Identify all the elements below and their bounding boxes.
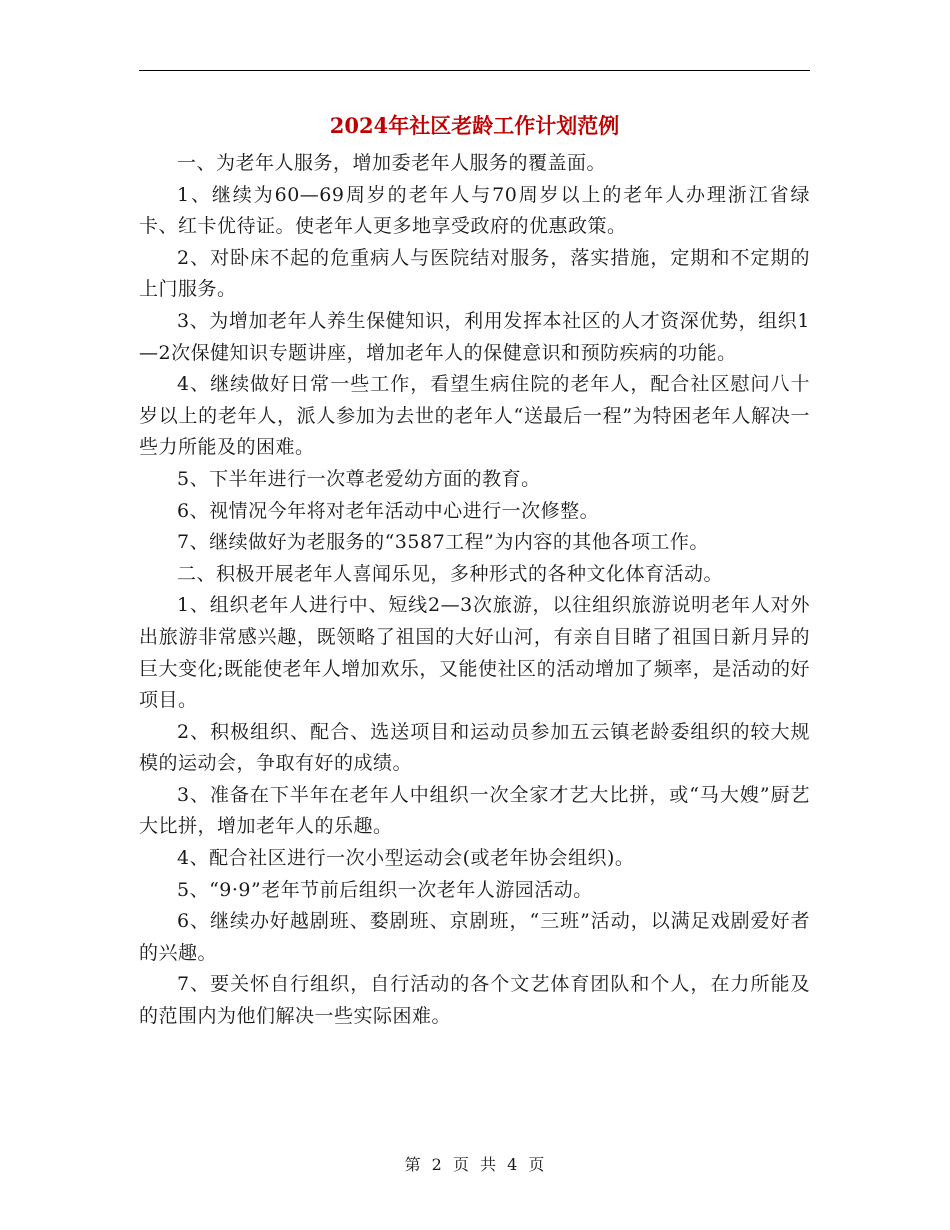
paragraph-item: 7、继续做好为老服务的“3587工程”为内容的其他各项工作。 <box>177 531 709 554</box>
header-rule <box>139 70 810 71</box>
paragraph-item: 4、继续做好日常一些工作，看望生病住院的老年人，配合社区慰问八十岁以上的老年人，派人参加为去世的老年人“送最后一程”为特困老年人解决一些力所能及的困难。 <box>139 373 810 459</box>
paragraph-item: 7、要关怀自行组织，自行活动的各个文艺体育团队和个人，在力所能及的范围内为他们解决一些实际困难。 <box>139 973 810 1028</box>
section-heading-1: 一、为老年人服务，增加委老年人服务的覆盖面。 <box>177 152 607 174</box>
paragraph-item: 1、继续为60—69周岁的老年人与70周岁以上的老年人办理浙江省绿卡、红卡优待证。使老年人更多地享受政府的优惠政策。 <box>139 183 810 238</box>
paragraph-item: 5、下半年进行一次尊老爱幼方面的教育。 <box>177 467 541 490</box>
section-heading-2: 二、积极开展老年人喜闻乐见，多种形式的各种文化体育活动。 <box>177 562 724 585</box>
paragraph-item: 5、“9·9”老年节前后组织一次老年人游园活动。 <box>177 878 593 901</box>
paragraph-item: 6、继续办好越剧班、婺剧班、京剧班，“三班”活动，以满足戏剧爱好者的兴趣。 <box>139 910 810 964</box>
document-body <box>139 148 810 1033</box>
paragraph-item: 3、准备在下半年在老年人中组织一次全家才艺大比拼，或“马大嫂”厨艺大比拼，增加老年人的乐趣。 <box>139 783 810 838</box>
document-title: 2024年社区老龄工作计划范例 <box>329 113 620 138</box>
paragraph-item: 6、视情况今年将对老年活动中心进行一次修整。 <box>177 499 600 522</box>
paragraph-item: 2、对卧床不起的危重病人与医院结对服务，落实措施，定期和不定期的上门服务。 <box>139 246 810 301</box>
paragraph-item: 4、配合社区进行一次小型运动会(或老年协会组织)。 <box>177 847 635 870</box>
page-number-footer: 第 2 页 共 4 页 <box>404 1155 545 1174</box>
paragraph-item: 3、为增加老年人养生保健知识，利用发挥本社区的人才资深优势，组织1—2次保健知识专题讲座，增加老年人的保健意识和预防疾病的功能。 <box>139 309 810 364</box>
paragraph-item: 2、积极组织、配合、选送项目和运动员参加五云镇老龄委组织的较大规模的运动会，争取有好的成绩。 <box>139 720 810 775</box>
paragraph-item: 1、组织老年人进行中、短线2—3次旅游，以往组织旅游说明老年人对外出旅游非常感兴趣，既领略了祖国的大好山河，有亲自目睹了祖国日新月异的巨大变化;既能使老年人增加欢乐，又能使社区的活动增加了频率，是活动的好项目。 <box>139 594 810 712</box>
